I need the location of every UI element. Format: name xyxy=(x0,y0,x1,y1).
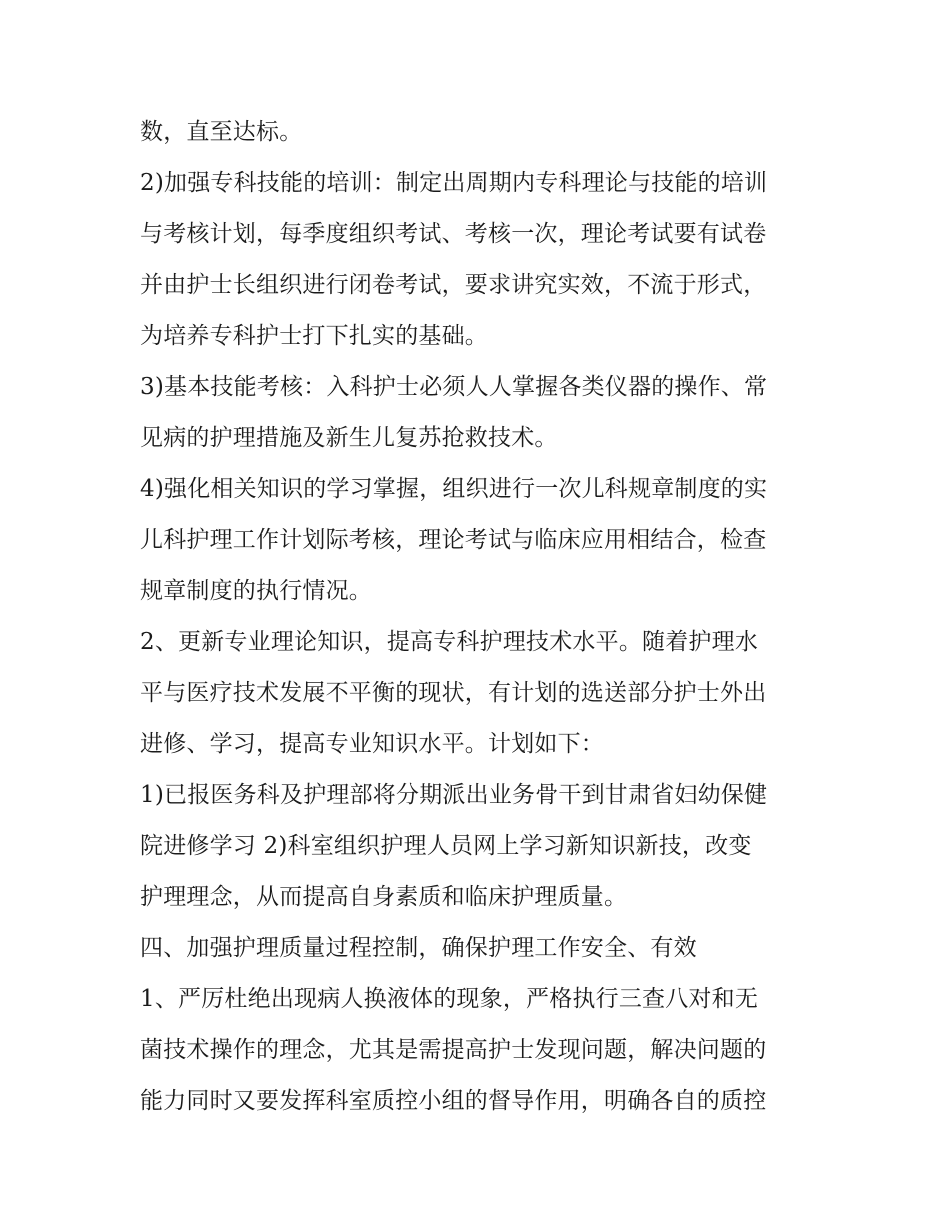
text-line: 与考核计划，每季度组织考试、考核一次，理论考试要有试卷 xyxy=(140,221,767,247)
text-line: 护理理念，从而提高自身素质和临床护理质量。 xyxy=(140,884,628,910)
text-line: 2)加强专科技能的培训：制定出周期内专科理论与技能的培训 xyxy=(140,170,768,196)
text-line: 平与医疗技术发展不平衡的现状，有计划的选送部分护士外出 xyxy=(140,680,767,706)
text-line: 为培养专科护士打下扎实的基础。 xyxy=(140,323,488,349)
text-line: 4)强化相关知识的学习掌握，组织进行一次儿科规章制度的实 xyxy=(140,476,768,502)
text-line: 3)基本技能考核：入科护士必须人人掌握各类仪器的操作、常 xyxy=(140,374,768,400)
text-line: 2、更新专业理论知识，提高专科护理技术水平。随着护理水 xyxy=(140,629,759,655)
text-line: 院进修学习 2)科室组织护理人员网上学习新知识新技，改变 xyxy=(140,833,752,859)
text-line: 并由护士长组织进行闭卷考试，要求讲究实效，不流于形式， xyxy=(140,272,767,298)
text-line: 1、严厉杜绝出现病人换液体的现象，严格执行三查八对和无 xyxy=(140,986,759,1012)
text-line: 儿科护理工作计划际考核，理论考试与临床应用相结合，检查 xyxy=(140,527,767,553)
document-body xyxy=(140,107,820,1127)
text-line: 四、加强护理质量过程控制，确保护理工作安全、有效 xyxy=(140,935,697,961)
text-line: 1)已报医务科及护理部将分期派出业务骨干到甘肃省妇幼保健 xyxy=(140,782,768,808)
text-line: 进修、学习，提高专业知识水平。计划如下： xyxy=(140,731,604,757)
text-line: 数，直至达标。 xyxy=(140,119,303,145)
text-line: 见病的护理措施及新生儿复苏抢救技术。 xyxy=(140,425,558,451)
text-line: 菌技术操作的理念，尤其是需提高护士发现问题，解决问题的 xyxy=(140,1037,767,1063)
text-line: 规章制度的执行情况。 xyxy=(140,578,372,604)
text-line: 能力同时又要发挥科室质控小组的督导作用，明确各自的质控 xyxy=(140,1088,767,1114)
